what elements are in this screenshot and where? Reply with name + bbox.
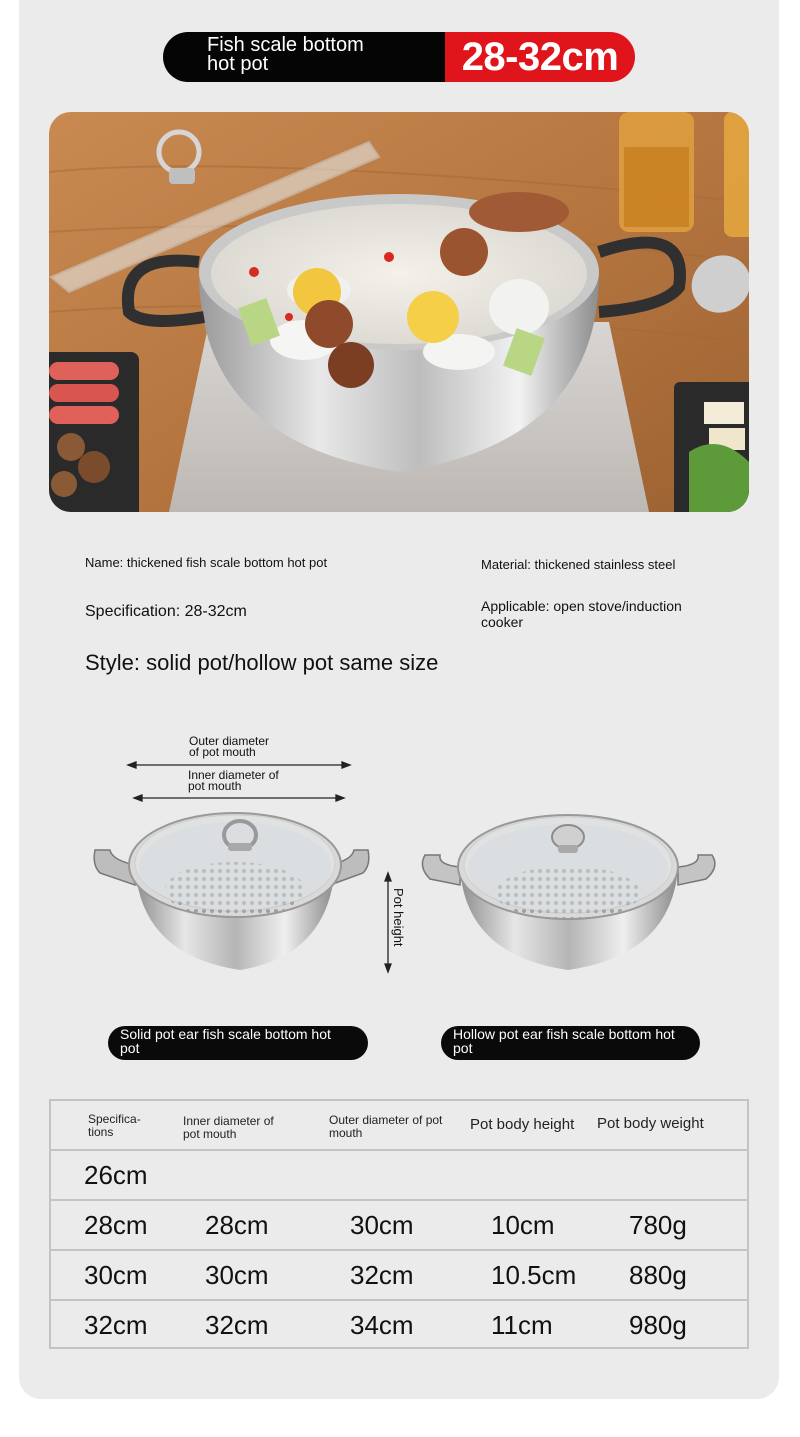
solid-pot: [94, 813, 369, 970]
cell-outer: 30cm: [350, 1210, 414, 1240]
banner-title-line1: Fish scale bottom: [207, 34, 364, 56]
title-banner: [163, 32, 635, 82]
header-text: Outer diameter of pot: [329, 1113, 443, 1127]
table-header-row: [51, 1101, 747, 1151]
spec-table: [49, 1099, 749, 1349]
product-name: Name: thickened fish scale bottom hot pot: [85, 555, 328, 570]
cell-weight: 780g: [629, 1210, 687, 1240]
table-row: [51, 1251, 747, 1301]
hollow-pot-caption: [441, 1026, 700, 1060]
product-material: Material: thickened stainless steel: [481, 557, 676, 572]
cell-outer: 34cm: [350, 1310, 414, 1340]
applicable-line1: Applicable: open stove/induction: [481, 598, 682, 614]
cell-weight: 980g: [629, 1310, 687, 1340]
hollow-pot: [422, 815, 714, 970]
solid-pot-caption-line1: Solid pot ear fish scale bottom hot: [120, 1026, 331, 1042]
cell-outer: 32cm: [350, 1260, 414, 1290]
cell-height: 10.5cm: [491, 1260, 577, 1290]
cell-inner: 28cm: [205, 1210, 269, 1240]
cell-spec: 30cm: [84, 1260, 148, 1290]
banner-title-line2: hot pot: [207, 53, 269, 75]
applicable-line2: cooker: [481, 614, 524, 630]
header-text: Specifica-: [88, 1112, 141, 1126]
cell-height: 11cm: [491, 1310, 553, 1340]
header-text: pot mouth: [183, 1127, 237, 1141]
product-specification: Specification: 28-32cm: [85, 603, 247, 620]
header-specifications: [88, 1113, 141, 1139]
hollow-pot-caption-line2: pot: [453, 1040, 473, 1056]
header-pot-body-weight: Pot body weight: [597, 1115, 704, 1132]
header-outer-diameter: [329, 1114, 442, 1140]
cell-spec: 26cm: [84, 1160, 148, 1190]
hollow-pot-caption-line1: Hollow pot ear fish scale bottom hot: [453, 1026, 675, 1042]
outer-diameter-line2: of pot mouth: [189, 745, 256, 759]
header-text: mouth: [329, 1126, 363, 1140]
cell-spec: 28cm: [84, 1210, 148, 1240]
banner-title: [163, 32, 445, 82]
header-text: Inner diameter of: [183, 1114, 274, 1128]
product-photo: [49, 112, 749, 512]
pot-height-label: Pot height: [391, 888, 406, 947]
hot-pot-photo-illustration: [49, 112, 749, 512]
table-row: [51, 1201, 747, 1251]
header-inner-diameter: [183, 1115, 274, 1141]
table-row: [51, 1301, 747, 1351]
solid-pot-caption: [108, 1026, 368, 1060]
solid-pot-caption-line2: pot: [120, 1040, 140, 1056]
cell-spec: 32cm: [84, 1310, 148, 1340]
header-text: tions: [88, 1125, 114, 1139]
table-row: [51, 1151, 747, 1201]
banner-size: 28-32cm: [445, 32, 635, 82]
outer-diameter-line1: Outer diameter: [189, 734, 270, 748]
product-applicable: [481, 598, 682, 630]
cell-inner: 30cm: [205, 1260, 269, 1290]
header-pot-body-height: Pot body height: [470, 1116, 575, 1133]
cell-inner: 32cm: [205, 1310, 269, 1340]
cell-height: 10cm: [491, 1210, 555, 1240]
cell-weight: 880g: [629, 1260, 687, 1290]
inner-diameter-line2: pot mouth: [188, 779, 242, 793]
inner-diameter-line1: Inner diameter of: [188, 768, 279, 782]
product-style: Style: solid pot/hollow pot same size: [85, 650, 439, 675]
